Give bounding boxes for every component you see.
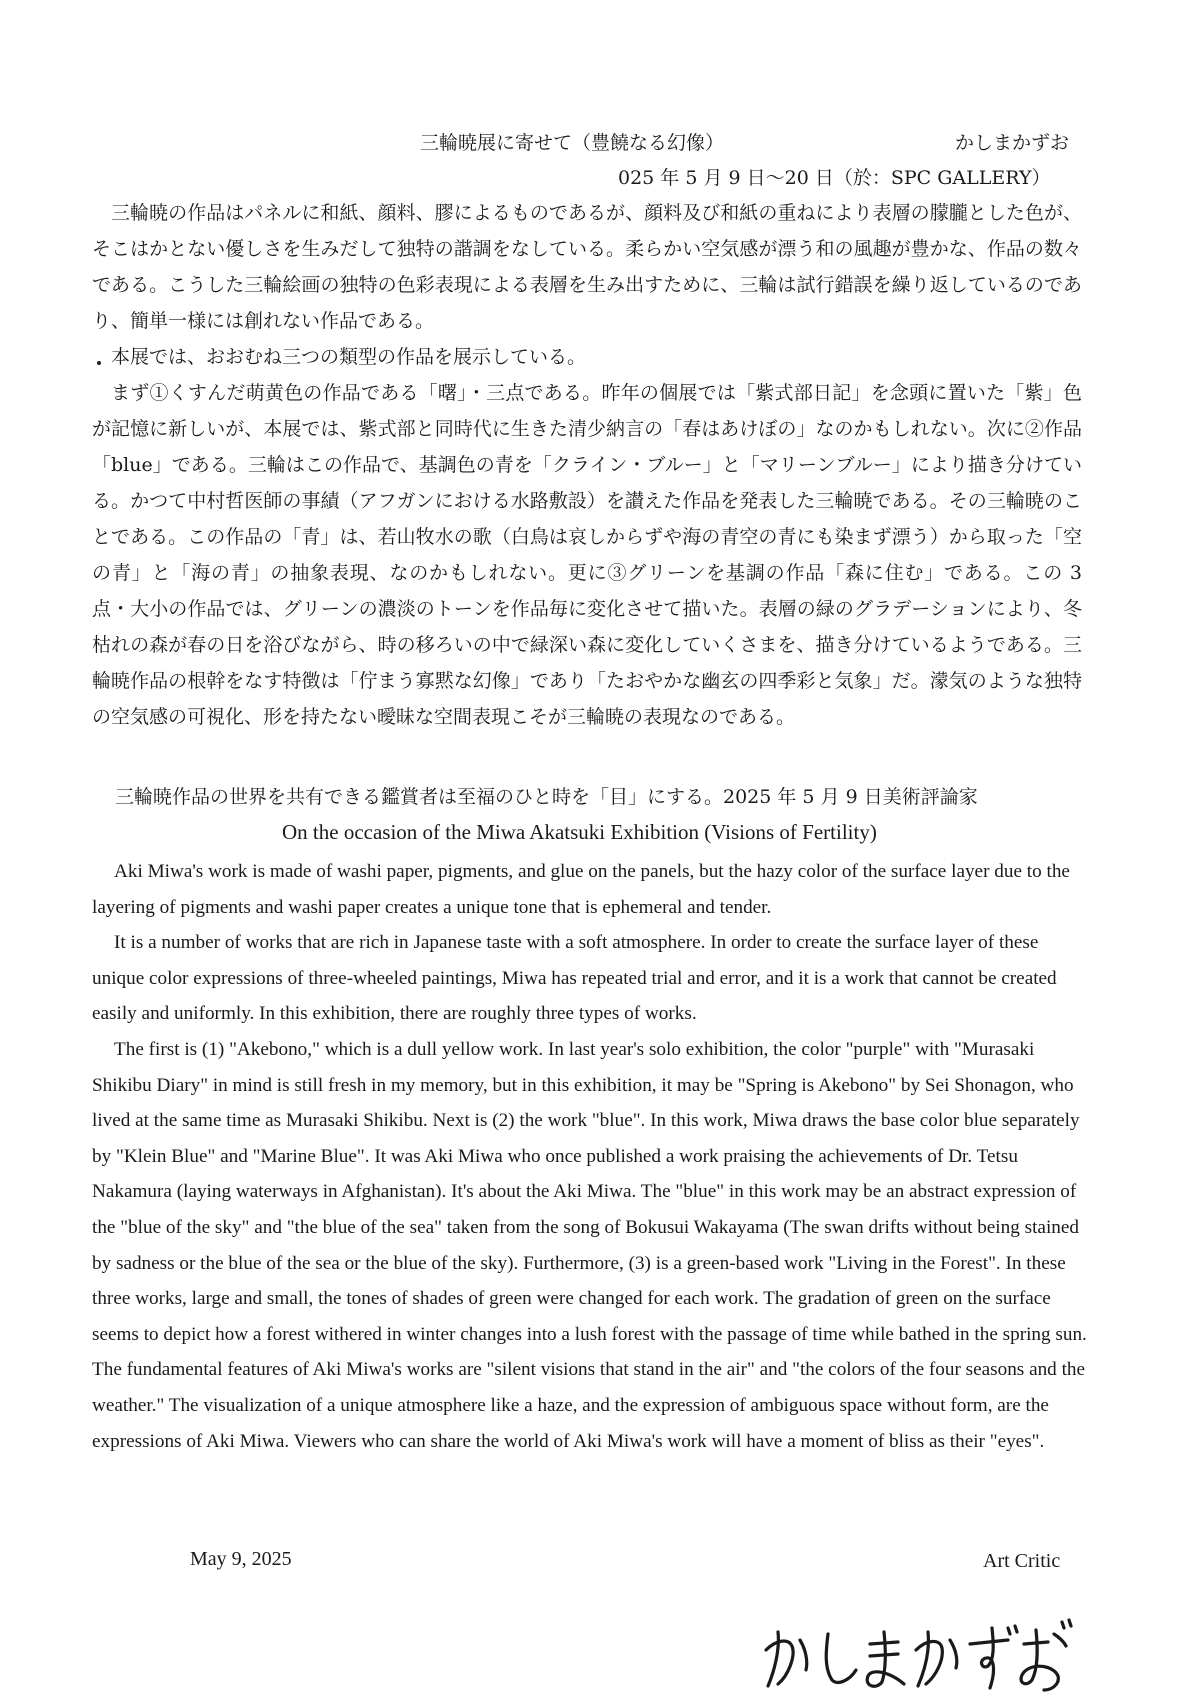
japanese-paragraph: まず①くすんだ萌黄色の作品である「曙」・三点である。昨年の個展では「紫式部日記」を念頭に置いた「紫」色が記憶に新しいが、本展では、紫式部と同時代に生きた清少納言の「春はあけぼの」なのかもしれない。次に②作品「blue」である。三輪はこの作品で、基調色の青を「クライン・ブルー」と「マリーンブルー」により描き分けている。かつて中村哲医師の事績（アフガンにおける水路敷設）を讃えた作品を発表した三輪暁である。その三輪暁のことである。この作品の「青」は、若山牧水の歌（白鳥は哀しからずや海の青空の青にも染まず漂う）から取った「空の青」と「海の青」の抽象表現、なのかもしれない。更に③グリーンを基調の作品「森に住む」である。この 3 点・大小の作品では、グリーンの濃淡のトーンを作品毎に変化させて描いた。表層の緑のグラデーションにより、冬枯れの森が春の日を浴びながら、時の移ろいの中で緑深い森に変化していくさまを、描き分けているようである。三輪暁作品の根幹をなす特徴は「佇まう寡黙な幻像」であり「たおやかな幽玄の四季彩と気象」だ。濛気のような独特の空気感の可視化、形を持たない曖昧な空間表現こそが三輪暁の表現なのである。 (92, 382, 1082, 728)
japanese-closing: 三輪暁作品の世界を共有できる鑑賞者は至福のひと時を「目」にする。2025 年 5 月 9 日美術評論家 (115, 786, 978, 808)
english-paragraph: It is a number of works that are rich in Japanese taste with a soft atmosphere. In order to create the surface layer of these unique color expressions of three-wheeled paintings, Miwa has repeated trial and error, and it is a work that cannot be created easily and uniformly. In this exhibition, there are roughly three types of works. (92, 932, 1057, 1025)
japanese-body (92, 195, 1082, 735)
japanese-paragraph: 本展では、おおむね三つの類型の作品を展示している。 (111, 346, 587, 368)
japanese-author: かしまかずお (955, 132, 1070, 154)
english-title: On the occasion of the Miwa Akatsuki Exhibition (Visions of Fertility) (282, 820, 877, 844)
english-paragraph: Aki Miwa's work is made of washi paper, pigments, and glue on the panels, but the hazy color of the surface layer due to the layering of pigments and washi paper creates a unique tone that is ephemeral and tender. (92, 861, 1070, 918)
stray-mark (97, 361, 101, 365)
english-role: Art Critic (983, 1550, 1061, 1572)
english-date: May 9, 2025 (190, 1548, 292, 1570)
japanese-title: 三輪暁展に寄せて（豊饒なる幻像） (420, 132, 725, 154)
english-body (92, 854, 1094, 1459)
japanese-date-venue: 025 年 5 月 9 日〜20 日（於：SPC GALLERY） (618, 167, 1051, 189)
english-paragraph: The first is (1) "Akebono," which is a dull yellow work. In last year's solo exhibition, the color "purple" with "Murasaki Shikibu Diary" in mind is still fresh in my memory, but in this exhibition, it may be "Spring is Akebono" by Sei Shonagon, who lived at the same time as Murasaki Shikibu. Next is (2) the work "blue". In this work, Miwa draws the base color blue separately by "Klein Blue" and "Marine Blue". It was Aki Miwa who once published a work praising the achievements of Dr. Tetsu Nakamura (laying waterways in Afghanistan). It's about the Aki Miwa. The "blue" in this work may be an abstract expression of the "blue of the sky" and "the blue of the sea" taken from the song of Bokusui Wakayama (The swan drifts without being stained by sadness or the blue of the sea or the blue of the sky). Furthermore, (3) is a green-based work "Living in the Forest". In these three works, large and small, the tones of shades of green were changed for each work. The gradation of green on the surface seems to depict how a forest withered in winter changes into a lush forest with the passage of time while bathed in the spring sun. The fundamental features of Aki Miwa's works are "silent visions that stand in the air" and "the colors of the four seasons and the weather." The visualization of a unique atmosphere like a haze, and the expression of ambiguous space without form, are the expressions of Aki Miwa. Viewers who can share the world of Aki Miwa's work will have a moment of bliss as their "eyes". (92, 1038, 1087, 1452)
japanese-paragraph: 三輪暁の作品はパネルに和紙、顔料、膠によるものであるが、顔料及び和紙の重ねにより表層の朦朧とした色が、そこはかとない優しさを生みだして独特の諧調をなしている。柔らかい空気感が漂う和の風趣が豊かな、作品の数々である。こうした三輪絵画の独特の色彩表現による表層を生み出すために、三輪は試行錯誤を繰り返しているのであり、簡単一様には創れない作品である。 (92, 202, 1082, 332)
handwritten-signature (758, 1610, 1078, 1700)
